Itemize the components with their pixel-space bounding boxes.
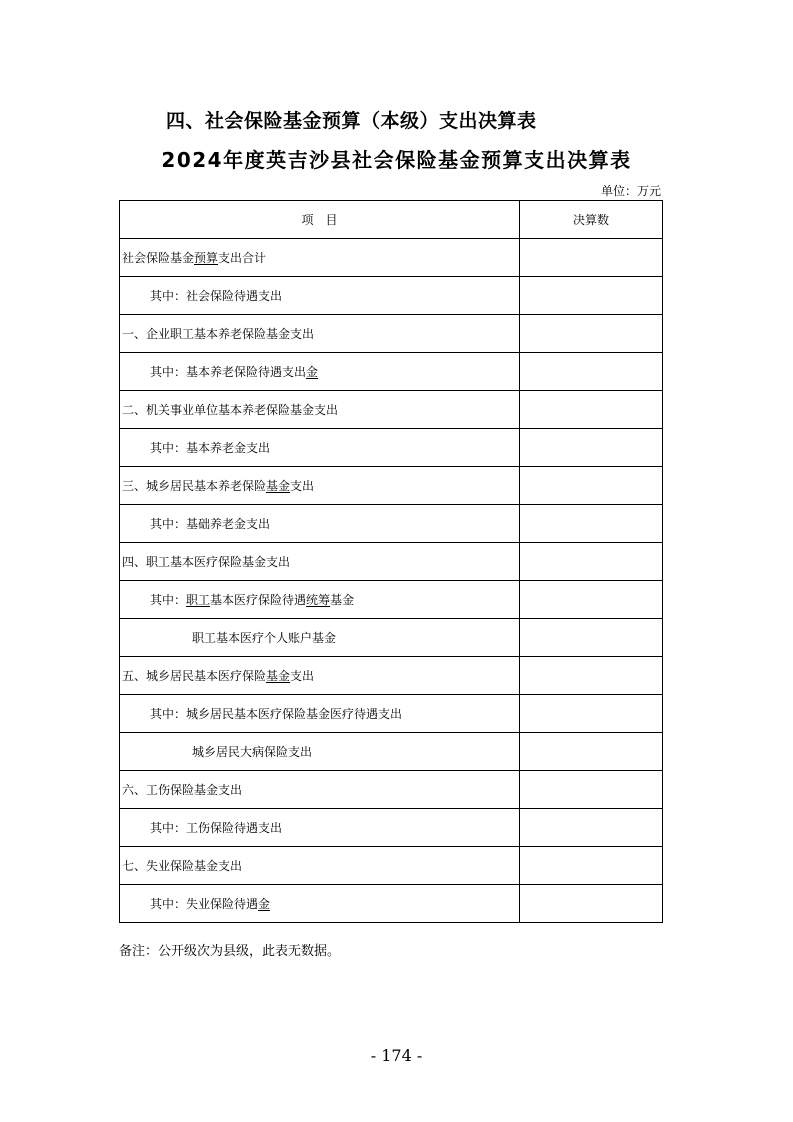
row-item-label xyxy=(120,505,520,543)
table-row xyxy=(120,619,663,657)
table-header-row xyxy=(120,201,663,239)
row-item-label xyxy=(120,353,520,391)
table-row xyxy=(120,847,663,885)
budget-table xyxy=(119,200,663,923)
row-item-label xyxy=(120,771,520,809)
table-row xyxy=(120,277,663,315)
label-text: 社会保险基金 xyxy=(122,251,195,265)
row-amount xyxy=(520,847,663,885)
label-text: 基本医疗保险待遇 xyxy=(210,593,307,607)
label-text: 二、机关事业单位基本养老保险基金支出 xyxy=(122,403,339,417)
row-amount xyxy=(520,771,663,809)
table-row xyxy=(120,809,663,847)
label-text: 其中：基础养老金支出 xyxy=(150,517,271,531)
table-row xyxy=(120,695,663,733)
label-text: 其中：城乡居民基本医疗保险基金医疗待遇支出 xyxy=(150,707,403,721)
row-item-label xyxy=(120,809,520,847)
row-item-label xyxy=(120,467,520,505)
row-amount xyxy=(520,505,663,543)
table-row xyxy=(120,771,663,809)
row-amount xyxy=(520,809,663,847)
label-text: 其中：失业保险待遇 xyxy=(150,897,259,911)
table-row xyxy=(120,657,663,695)
row-item-label xyxy=(120,315,520,353)
underlined-text: 统筹 xyxy=(306,593,331,607)
label-text: 七、失业保险基金支出 xyxy=(122,859,243,873)
row-amount xyxy=(520,353,663,391)
row-item-label xyxy=(120,429,520,467)
table-row xyxy=(120,885,663,923)
footnote: 备注：公开级次为县级，此表无数据。 xyxy=(119,944,341,959)
row-item-label xyxy=(120,733,520,771)
label-text: 四、职工基本医疗保险基金支出 xyxy=(122,555,291,569)
underlined-text: 基金 xyxy=(266,669,291,683)
underlined-text: 金 xyxy=(258,897,271,911)
label-text: 六、工伤保险基金支出 xyxy=(122,783,243,797)
row-item-label xyxy=(120,239,520,277)
row-amount xyxy=(520,885,663,923)
table-body xyxy=(120,239,663,923)
label-text: 支出 xyxy=(290,669,315,683)
table-row xyxy=(120,733,663,771)
label-text: 基金 xyxy=(330,593,355,607)
label-text: 城乡居民大病保险支出 xyxy=(192,745,313,759)
row-item-label xyxy=(120,885,520,923)
label-text: 一、企业职工基本养老保险基金支出 xyxy=(122,327,315,341)
row-amount xyxy=(520,239,663,277)
unit-label: 单位：万元 xyxy=(600,184,661,198)
page-number: - 174 - xyxy=(370,1046,423,1065)
row-item-label xyxy=(120,277,520,315)
label-text: 职工基本医疗个人账户基金 xyxy=(192,631,337,645)
label-text: 支出 xyxy=(290,479,315,493)
table-row xyxy=(120,315,663,353)
label-text: 其中：工伤保险待遇支出 xyxy=(150,821,283,835)
table-row xyxy=(120,581,663,619)
label-text: 支出合计 xyxy=(218,251,267,265)
row-item-label xyxy=(120,695,520,733)
row-amount xyxy=(520,277,663,315)
row-item-label xyxy=(120,657,520,695)
row-amount xyxy=(520,657,663,695)
row-amount xyxy=(520,467,663,505)
row-amount xyxy=(520,429,663,467)
row-amount xyxy=(520,581,663,619)
row-amount xyxy=(520,619,663,657)
row-item-label xyxy=(120,391,520,429)
table-row xyxy=(120,239,663,277)
table-row xyxy=(120,543,663,581)
document-heading: 四、社会保险基金预算（本级）支出决算表 xyxy=(166,110,537,132)
label-text: 其中：基本养老金支出 xyxy=(150,441,271,455)
underlined-text: 基金 xyxy=(266,479,291,493)
table-row xyxy=(120,467,663,505)
label-text: 其中： xyxy=(150,593,187,607)
row-item-label xyxy=(120,847,520,885)
table-row xyxy=(120,429,663,467)
table-row xyxy=(120,353,663,391)
header-amount: 决算数 xyxy=(520,201,663,239)
table-row xyxy=(120,505,663,543)
row-amount xyxy=(520,391,663,429)
row-item-label xyxy=(120,619,520,657)
label-text: 其中：社会保险待遇支出 xyxy=(150,289,283,303)
row-amount xyxy=(520,543,663,581)
row-item-label xyxy=(120,543,520,581)
table-row xyxy=(120,391,663,429)
label-text: 五、城乡居民基本医疗保险 xyxy=(122,669,267,683)
header-item: 项 目 xyxy=(120,201,520,239)
label-text: 三、城乡居民基本养老保险 xyxy=(122,479,267,493)
row-amount xyxy=(520,695,663,733)
table-title: 2024年度英吉沙县社会保险基金预算支出决算表 xyxy=(161,148,632,172)
row-item-label xyxy=(120,581,520,619)
underlined-text: 金 xyxy=(306,365,319,379)
row-amount xyxy=(520,733,663,771)
label-text: 其中：基本养老保险待遇支出 xyxy=(150,365,307,379)
underlined-text: 职工 xyxy=(186,593,211,607)
row-amount xyxy=(520,315,663,353)
underlined-text: 预算 xyxy=(194,251,219,265)
